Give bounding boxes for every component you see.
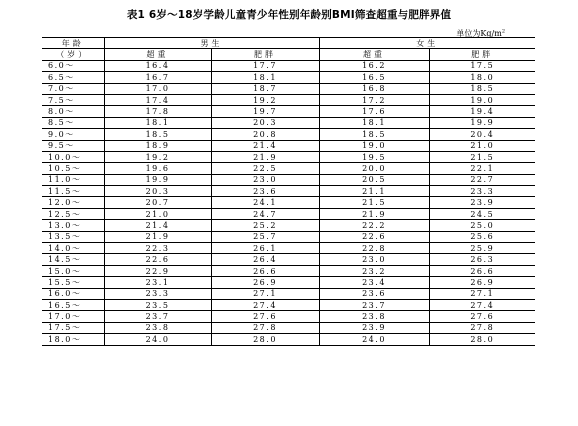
male-overweight-cell: 24.0 (104, 334, 211, 345)
male-overweight-cell: 18.5 (104, 129, 211, 140)
male-obese-cell: 26.6 (211, 265, 319, 276)
female-overweight-cell: 16.2 (319, 60, 429, 71)
age-cell: 15.5～ (42, 277, 104, 288)
age-cell: 12.0～ (42, 197, 104, 208)
table-row (42, 151, 535, 162)
table-row (42, 299, 535, 310)
female-obese-cell: 20.4 (429, 129, 535, 140)
male-obese-cell: 20.8 (211, 129, 319, 140)
age-cell: 7.5～ (42, 94, 104, 105)
female-obese-cell: 25.6 (429, 231, 535, 242)
table-row (42, 186, 535, 197)
male-obese-cell: 27.8 (211, 322, 319, 333)
age-cell: 6.5～ (42, 72, 104, 83)
female-obese-cell: 26.9 (429, 277, 535, 288)
female-overweight-cell: 21.1 (319, 186, 429, 197)
male-overweight-cell: 16.4 (104, 60, 211, 71)
age-cell: 13.5～ (42, 231, 104, 242)
male-overweight-cell: 23.8 (104, 322, 211, 333)
age-cell: 18.0～ (42, 334, 104, 345)
male-overweight-cell: 18.9 (104, 140, 211, 151)
male-obese-cell: 22.5 (211, 163, 319, 174)
male-overweight-cell: 17.0 (104, 83, 211, 94)
female-obese-cell: 24.5 (429, 208, 535, 219)
table-row (42, 117, 535, 128)
female-obese-cell: 17.5 (429, 60, 535, 71)
female-obese-cell: 21.5 (429, 151, 535, 162)
header-female-overweight: 超重 (319, 49, 429, 60)
male-overweight-cell: 19.9 (104, 174, 211, 185)
male-obese-cell: 27.1 (211, 288, 319, 299)
table-row (42, 265, 535, 276)
female-overweight-cell: 21.5 (319, 197, 429, 208)
header-male: 男生 (104, 38, 319, 49)
female-overweight-cell: 23.0 (319, 254, 429, 265)
header-male-overweight: 超重 (104, 49, 211, 60)
header-row-sex (42, 38, 535, 49)
bmi-table (42, 37, 535, 346)
female-overweight-cell: 23.2 (319, 265, 429, 276)
female-overweight-cell: 20.0 (319, 163, 429, 174)
age-cell: 10.5～ (42, 163, 104, 174)
male-obese-cell: 24.7 (211, 208, 319, 219)
table-row (42, 129, 535, 140)
header-female-obese: 肥胖 (429, 49, 535, 60)
table-row (42, 277, 535, 288)
male-obese-cell: 23.0 (211, 174, 319, 185)
table-row (42, 220, 535, 231)
table-row (42, 83, 535, 94)
table-title: 表1 6岁～18岁学龄儿童青少年性别年龄别BMI筛查超重与肥胖界值 (126, 9, 452, 21)
table-row (42, 288, 535, 299)
table-row (42, 322, 535, 333)
female-overweight-cell: 19.5 (319, 151, 429, 162)
male-obese-cell: 24.1 (211, 197, 319, 208)
male-overweight-cell: 21.4 (104, 220, 211, 231)
table-row (42, 231, 535, 242)
female-obese-cell: 19.4 (429, 106, 535, 117)
age-cell: 12.5～ (42, 208, 104, 219)
female-obese-cell: 18.5 (429, 83, 535, 94)
female-obese-cell: 19.9 (429, 117, 535, 128)
table-row (42, 334, 535, 345)
female-overweight-cell: 16.8 (319, 83, 429, 94)
male-obese-cell: 25.2 (211, 220, 319, 231)
male-obese-cell: 20.3 (211, 117, 319, 128)
male-overweight-cell: 22.3 (104, 243, 211, 254)
female-obese-cell: 27.8 (429, 322, 535, 333)
female-overweight-cell: 23.6 (319, 288, 429, 299)
male-obese-cell: 19.2 (211, 94, 319, 105)
header-age-unit: （岁） (42, 49, 104, 60)
age-cell: 14.5～ (42, 254, 104, 265)
table-row (42, 254, 535, 265)
female-overweight-cell: 18.1 (319, 117, 429, 128)
female-obese-cell: 27.6 (429, 311, 535, 322)
age-cell: 8.0～ (42, 106, 104, 117)
female-overweight-cell: 21.9 (319, 208, 429, 219)
table-row (42, 106, 535, 117)
male-obese-cell: 21.9 (211, 151, 319, 162)
table-row (42, 311, 535, 322)
female-obese-cell: 22.7 (429, 174, 535, 185)
table-row (42, 208, 535, 219)
header-male-obese: 肥胖 (211, 49, 319, 60)
male-obese-cell: 19.7 (211, 106, 319, 117)
table-row (42, 140, 535, 151)
age-cell: 7.0～ (42, 83, 104, 94)
female-obese-cell: 26.6 (429, 265, 535, 276)
male-obese-cell: 27.4 (211, 299, 319, 310)
male-obese-cell: 27.6 (211, 311, 319, 322)
male-overweight-cell: 19.2 (104, 151, 211, 162)
male-overweight-cell: 20.7 (104, 197, 211, 208)
male-overweight-cell: 23.1 (104, 277, 211, 288)
female-overweight-cell: 18.5 (319, 129, 429, 140)
female-obese-cell: 19.0 (429, 94, 535, 105)
female-overweight-cell: 22.2 (319, 220, 429, 231)
male-overweight-cell: 20.3 (104, 186, 211, 197)
female-obese-cell: 27.1 (429, 288, 535, 299)
age-cell: 13.0～ (42, 220, 104, 231)
female-overweight-cell: 20.5 (319, 174, 429, 185)
male-overweight-cell: 23.3 (104, 288, 211, 299)
male-overweight-cell: 22.6 (104, 254, 211, 265)
table-row (42, 243, 535, 254)
age-cell: 9.5～ (42, 140, 104, 151)
male-overweight-cell: 17.4 (104, 94, 211, 105)
male-obese-cell: 28.0 (211, 334, 319, 345)
male-overweight-cell: 22.9 (104, 265, 211, 276)
age-cell: 17.0～ (42, 311, 104, 322)
male-obese-cell: 25.7 (211, 231, 319, 242)
table-row (42, 197, 535, 208)
male-obese-cell: 21.4 (211, 140, 319, 151)
table-row (42, 174, 535, 185)
male-overweight-cell: 21.0 (104, 208, 211, 219)
table-row (42, 94, 535, 105)
female-obese-cell: 21.0 (429, 140, 535, 151)
female-overweight-cell: 17.2 (319, 94, 429, 105)
male-overweight-cell: 23.7 (104, 311, 211, 322)
age-cell: 16.0～ (42, 288, 104, 299)
male-overweight-cell: 17.8 (104, 106, 211, 117)
female-overweight-cell: 23.9 (319, 322, 429, 333)
unit-superscript: 2 (501, 28, 505, 35)
age-cell: 9.0～ (42, 129, 104, 140)
male-obese-cell: 26.4 (211, 254, 319, 265)
female-overweight-cell: 19.0 (319, 140, 429, 151)
male-obese-cell: 26.9 (211, 277, 319, 288)
age-cell: 11.0～ (42, 174, 104, 185)
male-overweight-cell: 16.7 (104, 72, 211, 83)
header-age: 年龄 (42, 38, 104, 49)
female-obese-cell: 25.9 (429, 243, 535, 254)
female-overweight-cell: 16.5 (319, 72, 429, 83)
male-overweight-cell: 18.1 (104, 117, 211, 128)
age-cell: 11.5～ (42, 186, 104, 197)
table-row (42, 163, 535, 174)
male-obese-cell: 18.7 (211, 83, 319, 94)
male-overweight-cell: 19.6 (104, 163, 211, 174)
male-obese-cell: 23.6 (211, 186, 319, 197)
header-female: 女生 (319, 38, 535, 49)
table-row (42, 72, 535, 83)
male-obese-cell: 18.1 (211, 72, 319, 83)
header-row-category (42, 49, 535, 60)
age-cell: 8.5～ (42, 117, 104, 128)
female-overweight-cell: 22.8 (319, 243, 429, 254)
age-cell: 14.0～ (42, 243, 104, 254)
male-obese-cell: 26.1 (211, 243, 319, 254)
female-obese-cell: 26.3 (429, 254, 535, 265)
age-cell: 15.0～ (42, 265, 104, 276)
age-cell: 16.5～ (42, 299, 104, 310)
female-obese-cell: 25.0 (429, 220, 535, 231)
unit-text: 单位为Kg/m (456, 29, 502, 38)
female-obese-cell: 27.4 (429, 299, 535, 310)
age-cell: 17.5～ (42, 322, 104, 333)
female-overweight-cell: 22.6 (319, 231, 429, 242)
female-obese-cell: 28.0 (429, 334, 535, 345)
female-obese-cell: 18.0 (429, 72, 535, 83)
male-obese-cell: 17.7 (211, 60, 319, 71)
female-obese-cell: 23.9 (429, 197, 535, 208)
female-obese-cell: 23.3 (429, 186, 535, 197)
female-overweight-cell: 23.8 (319, 311, 429, 322)
male-overweight-cell: 21.9 (104, 231, 211, 242)
age-cell: 6.0～ (42, 60, 104, 71)
male-overweight-cell: 23.5 (104, 299, 211, 310)
female-overweight-cell: 23.7 (319, 299, 429, 310)
female-overweight-cell: 17.6 (319, 106, 429, 117)
female-obese-cell: 22.1 (429, 163, 535, 174)
female-overweight-cell: 24.0 (319, 334, 429, 345)
age-cell: 10.0～ (42, 151, 104, 162)
table-row (42, 60, 535, 71)
female-overweight-cell: 23.4 (319, 277, 429, 288)
